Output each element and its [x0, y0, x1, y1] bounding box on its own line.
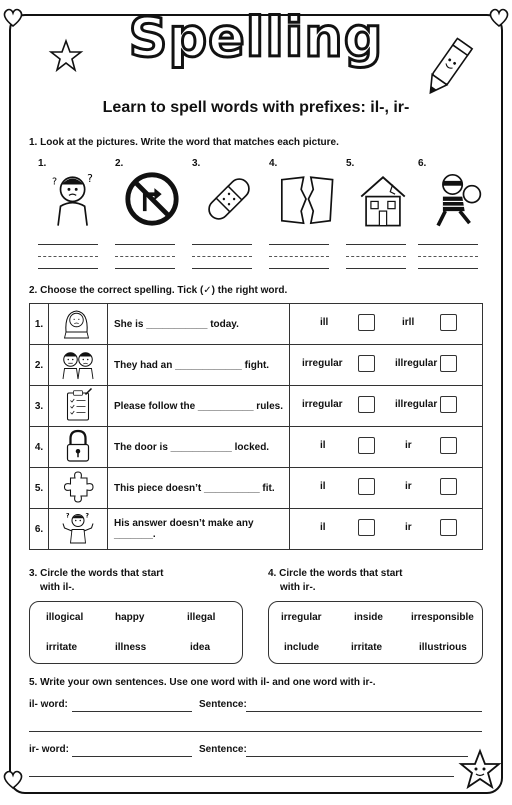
- il-word[interactable]: irritate: [46, 642, 78, 653]
- row-options: [290, 345, 483, 386]
- answer-line[interactable]: [192, 256, 252, 257]
- svg-text:?: ?: [87, 172, 93, 186]
- il-word[interactable]: happy: [115, 612, 145, 623]
- tick-row: [30, 345, 483, 386]
- confused-boy-icon: [46, 168, 104, 230]
- tick-row: [30, 468, 483, 509]
- torn-paper-icon: [277, 168, 335, 230]
- arguing-kids-icon: [58, 346, 98, 382]
- tick-table: [29, 303, 483, 550]
- answer-line[interactable]: [192, 268, 252, 269]
- section3-instruction-line2: with il-.: [40, 582, 75, 593]
- svg-text:?: ?: [52, 176, 58, 188]
- ir-word-line[interactable]: [72, 756, 192, 757]
- row-number: 4.: [30, 427, 49, 468]
- option-word: ir: [405, 440, 412, 451]
- row-number: 5.: [30, 468, 49, 509]
- picture-number: 3.: [192, 158, 201, 169]
- option-word: irregular: [302, 399, 343, 410]
- tick-row: [30, 304, 483, 345]
- picture-item: [354, 168, 412, 235]
- answer-line[interactable]: [269, 268, 329, 269]
- il-word-box: [29, 601, 243, 664]
- answer-line[interactable]: [346, 244, 406, 245]
- il-word[interactable]: idea: [190, 642, 211, 653]
- answer-line[interactable]: [418, 268, 478, 269]
- tick-box[interactable]: [358, 314, 375, 331]
- row-number: 3.: [30, 386, 49, 427]
- row-options: [290, 468, 483, 509]
- tick-box[interactable]: [440, 519, 457, 536]
- option-word: illregular: [395, 358, 438, 369]
- shrugging-boy-icon: [58, 510, 98, 546]
- tick-box[interactable]: [440, 355, 457, 372]
- answer-line[interactable]: [38, 256, 98, 257]
- tick-row: [30, 509, 483, 550]
- row-sentence: This piece doesn’t __________ fit.: [108, 468, 290, 509]
- sick-girl-icon: [58, 305, 98, 341]
- row-number: 1.: [30, 304, 49, 345]
- section4-instruction-line1: 4. Circle the words that start: [268, 568, 403, 579]
- sentence-label: Sentence:: [199, 699, 247, 710]
- row-options: [290, 427, 483, 468]
- option-word: irregular: [302, 358, 343, 369]
- ir-word[interactable]: include: [284, 642, 320, 653]
- puzzle-piece-icon: [58, 469, 98, 505]
- row-picture: [49, 386, 108, 427]
- option-word: il: [320, 481, 326, 492]
- padlock-icon: [58, 428, 98, 464]
- ir-word-label: ir- word:: [29, 744, 69, 755]
- row-picture: [49, 345, 108, 386]
- smiling-star-icon: [458, 748, 502, 792]
- row-sentence: They had an ____________ fight.: [108, 345, 290, 386]
- tick-box[interactable]: [358, 437, 375, 454]
- answer-line[interactable]: [418, 244, 478, 245]
- svg-text:?: ?: [66, 512, 70, 519]
- ir-word[interactable]: inside: [354, 612, 383, 623]
- row-options: [290, 304, 483, 345]
- picture-number: 4.: [269, 158, 278, 169]
- il-word-label: il- word:: [29, 699, 68, 710]
- sentence-line[interactable]: [29, 731, 482, 732]
- section2-instruction: 2. Choose the correct spelling. Tick (✓) the right word.: [29, 285, 288, 296]
- answer-line[interactable]: [115, 268, 175, 269]
- answer-line[interactable]: [269, 256, 329, 257]
- section3-instruction-line1: 3. Circle the words that start: [29, 568, 164, 579]
- ir-word[interactable]: irritate: [351, 642, 383, 653]
- row-picture: [49, 468, 108, 509]
- picture-number: 2.: [115, 158, 124, 169]
- page-subtitle: Learn to spell words with prefixes: il-, ir-: [102, 99, 410, 116]
- option-word: ir: [405, 481, 412, 492]
- row-sentence: She is ___________ today.: [108, 304, 290, 345]
- sentence-line[interactable]: [246, 711, 482, 712]
- picture-item: [200, 168, 258, 235]
- sentence-line[interactable]: [246, 756, 468, 757]
- answer-line[interactable]: [38, 268, 98, 269]
- bandage-icon: [200, 168, 258, 230]
- tick-box[interactable]: [358, 396, 375, 413]
- il-word[interactable]: illegal: [187, 612, 216, 623]
- il-word-line[interactable]: [72, 711, 192, 712]
- picture-item: [46, 168, 104, 235]
- row-picture: [49, 427, 108, 468]
- ir-word[interactable]: illustrious: [419, 642, 467, 653]
- page-title: Spelling: [128, 6, 384, 69]
- tick-box[interactable]: [440, 437, 457, 454]
- picture-number: 1.: [38, 158, 47, 169]
- broken-house-icon: [354, 168, 412, 230]
- picture-number: 6.: [418, 158, 427, 169]
- option-word: ir: [405, 522, 412, 533]
- answer-line[interactable]: [38, 244, 98, 245]
- option-word: ill: [320, 317, 329, 328]
- row-picture: [49, 304, 108, 345]
- answer-line[interactable]: [346, 268, 406, 269]
- row-sentence: Please follow the __________ rules.: [108, 386, 290, 427]
- tick-box[interactable]: [440, 396, 457, 413]
- answer-line[interactable]: [115, 256, 175, 257]
- tick-box[interactable]: [358, 355, 375, 372]
- answer-line[interactable]: [269, 244, 329, 245]
- tick-box[interactable]: [440, 478, 457, 495]
- row-number: 2.: [30, 345, 49, 386]
- tick-box[interactable]: [358, 519, 375, 536]
- picture-item: [277, 168, 335, 235]
- il-word[interactable]: illness: [115, 642, 147, 653]
- tick-row: [30, 427, 483, 468]
- row-options: [290, 386, 483, 427]
- picture-item: [123, 168, 181, 235]
- no-right-turn-icon: [123, 168, 181, 230]
- tick-box[interactable]: [358, 478, 375, 495]
- row-sentence: The door is ___________ locked.: [108, 427, 290, 468]
- sentence-line[interactable]: [29, 776, 454, 777]
- answer-line[interactable]: [192, 244, 252, 245]
- ir-word[interactable]: irregular: [281, 612, 322, 623]
- option-word: irll: [402, 317, 415, 328]
- row-options: [290, 509, 483, 550]
- ir-word[interactable]: irresponsible: [411, 612, 474, 623]
- row-sentence: His answer doesn’t make any _______.: [108, 509, 290, 550]
- answer-line[interactable]: [115, 244, 175, 245]
- clipboard-icon: [58, 387, 98, 423]
- svg-text:?: ?: [85, 512, 89, 519]
- thief-icon: [426, 168, 484, 230]
- ir-word-box: [268, 601, 483, 664]
- row-picture: [49, 509, 108, 550]
- sentence-label: Sentence:: [199, 744, 247, 755]
- row-number: 6.: [30, 509, 49, 550]
- tick-box[interactable]: [440, 314, 457, 331]
- picture-item: [426, 168, 484, 235]
- answer-line[interactable]: [346, 256, 406, 257]
- picture-number: 5.: [346, 158, 355, 169]
- section1-instruction: 1. Look at the pictures. Write the word that matches each picture.: [29, 137, 339, 148]
- option-word: il: [320, 440, 326, 451]
- answer-line[interactable]: [418, 256, 478, 257]
- section4-instruction-line2: with ir-.: [280, 582, 316, 593]
- option-word: illregular: [395, 399, 438, 410]
- tick-row: [30, 386, 483, 427]
- option-word: il: [320, 522, 326, 533]
- heart-icon: [2, 770, 24, 790]
- il-word[interactable]: illogical: [46, 612, 84, 623]
- section5-instruction: 5. Write your own sentences. Use one word with il- and one word with ir-.: [29, 677, 376, 688]
